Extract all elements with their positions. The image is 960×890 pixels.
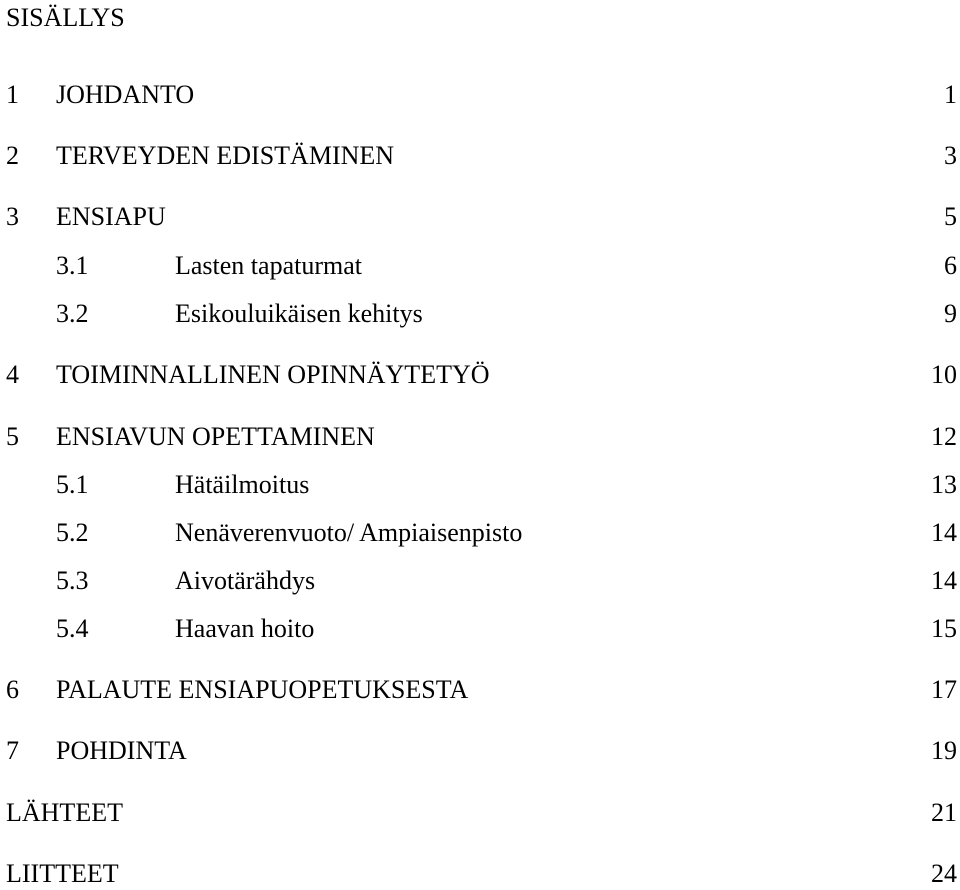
toc-entry-6 (0, 674, 960, 706)
toc-entry-label: Nenäverenvuoto/ Ampiaisenpisto (175, 518, 523, 547)
toc-entry-3 (0, 201, 960, 233)
toc-entry-1 (0, 79, 960, 111)
toc-entry-label: ENSIAVUN OPETTAMINEN (56, 422, 375, 451)
toc-title: SISÄLLYS (6, 3, 125, 32)
toc-entry-page: 17 (931, 675, 957, 704)
toc-entry-5-2 (0, 517, 960, 549)
toc-entry-page: 19 (931, 736, 957, 765)
toc-entry-label: LÄHTEET (6, 798, 123, 827)
toc-entry-page: 14 (931, 518, 957, 547)
toc-entry-5-3 (0, 565, 960, 597)
toc-entry-label: TERVEYDEN EDISTÄMINEN (56, 141, 395, 170)
toc-entry-number: 5.1 (56, 470, 89, 499)
toc-entry-label: POHDINTA (56, 736, 187, 765)
toc-entry-page: 24 (931, 859, 957, 888)
toc-entry-page: 1 (944, 80, 957, 109)
toc-entry-4 (0, 359, 960, 391)
toc-entry-3-2 (0, 298, 960, 330)
toc-entry-label: LIITTEET (6, 859, 119, 888)
toc-entry-number: 5.2 (56, 518, 89, 547)
toc-entry-label: JOHDANTO (56, 80, 195, 109)
toc-entry-number: 3 (6, 202, 19, 231)
toc-entry-number: 5.4 (56, 614, 89, 643)
toc-entry-label: PALAUTE ENSIAPUOPETUKSESTA (56, 675, 469, 704)
toc-entry-page: 6 (944, 251, 957, 280)
toc-entry-number: 5.3 (56, 566, 89, 595)
toc-entry-page: 12 (931, 422, 957, 451)
toc-entry-page: 3 (944, 141, 957, 170)
toc-entry-number: 2 (6, 141, 19, 170)
toc-entry-liitteet (0, 858, 960, 890)
toc-entry-7 (0, 735, 960, 767)
toc-entry-page: 15 (931, 614, 957, 643)
toc-entry-label: Haavan hoito (175, 614, 315, 643)
toc-entry-page: 13 (931, 470, 957, 499)
toc-entry-label: Lasten tapaturmat (175, 251, 362, 280)
toc-entry-page: 14 (931, 566, 957, 595)
toc-entry-label: Aivotärähdys (175, 566, 316, 595)
toc-entry-2 (0, 140, 960, 172)
toc-entry-number: 1 (6, 80, 19, 109)
toc-entry-number: 4 (6, 360, 19, 389)
toc-entry-number: 7 (6, 736, 19, 765)
toc-entry-number: 3.2 (56, 299, 89, 328)
toc-entry-number: 6 (6, 675, 19, 704)
toc-entry-3-1 (0, 250, 960, 282)
toc-entry-page: 21 (931, 798, 957, 827)
toc-entry-label: TOIMINNALLINEN OPINNÄYTETYÖ (56, 360, 490, 389)
toc-entry-number: 3.1 (56, 251, 89, 280)
toc-entry-page: 5 (944, 202, 957, 231)
toc-entry-page: 9 (944, 299, 957, 328)
toc-entry-number: 5 (6, 422, 19, 451)
toc-entry-5 (0, 421, 960, 453)
toc-entry-lahteet (0, 797, 960, 829)
toc-entry-label: ENSIAPU (56, 202, 166, 231)
toc-entry-label: Hätäilmoitus (175, 470, 310, 499)
toc-entry-5-1 (0, 469, 960, 501)
toc-entry-page: 10 (931, 360, 957, 389)
toc-entry-5-4 (0, 613, 960, 645)
toc-entry-label: Esikouluikäisen kehitys (175, 299, 423, 328)
